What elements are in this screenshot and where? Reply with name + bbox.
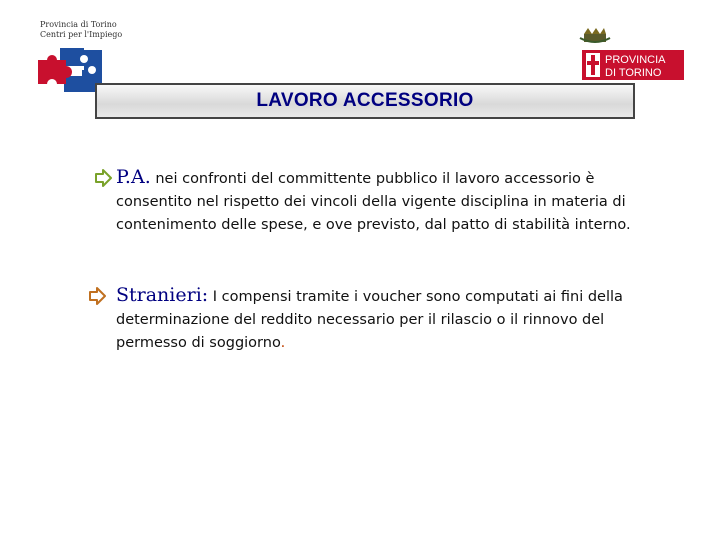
- bullet-stranieri-text: I compensi tramite i voucher sono computati ai fini della determinazione del reddito necessario per il rilascio o il rinnovo del permesso di soggiorno: [116, 289, 623, 351]
- crown-icon: [580, 28, 610, 42]
- bullet-stranieri-end: .: [280, 335, 286, 351]
- arrow-right-icon: [94, 169, 112, 187]
- org-name-line2: Centri per l'Impiego: [40, 30, 123, 39]
- title-box: [95, 83, 635, 119]
- org-name-line1: Provincia di Torino: [40, 20, 117, 29]
- bullet-pa: [94, 166, 674, 237]
- province-logo-line1: PROVINCIA: [605, 54, 666, 66]
- org-name: [40, 20, 122, 40]
- provincia-logo: [578, 28, 686, 82]
- bullet-pa-lead: P.A.: [116, 166, 151, 188]
- page-title: LAVORO ACCESSORIO: [256, 90, 474, 111]
- arrow-right-icon: [88, 287, 106, 305]
- bullet-pa-text: nei confronti del committente pubblico il lavoro accessorio è consentito nel rispetto dei vincoli della vigente disciplina in materia di contenimento delle spese, e ove previsto, dal patto di stabilità interno.: [116, 171, 631, 233]
- bullet-stranieri-lead: Stranieri:: [116, 284, 209, 306]
- province-logo-line2: DI TORINO: [605, 67, 662, 79]
- bullet-stranieri: [88, 284, 678, 355]
